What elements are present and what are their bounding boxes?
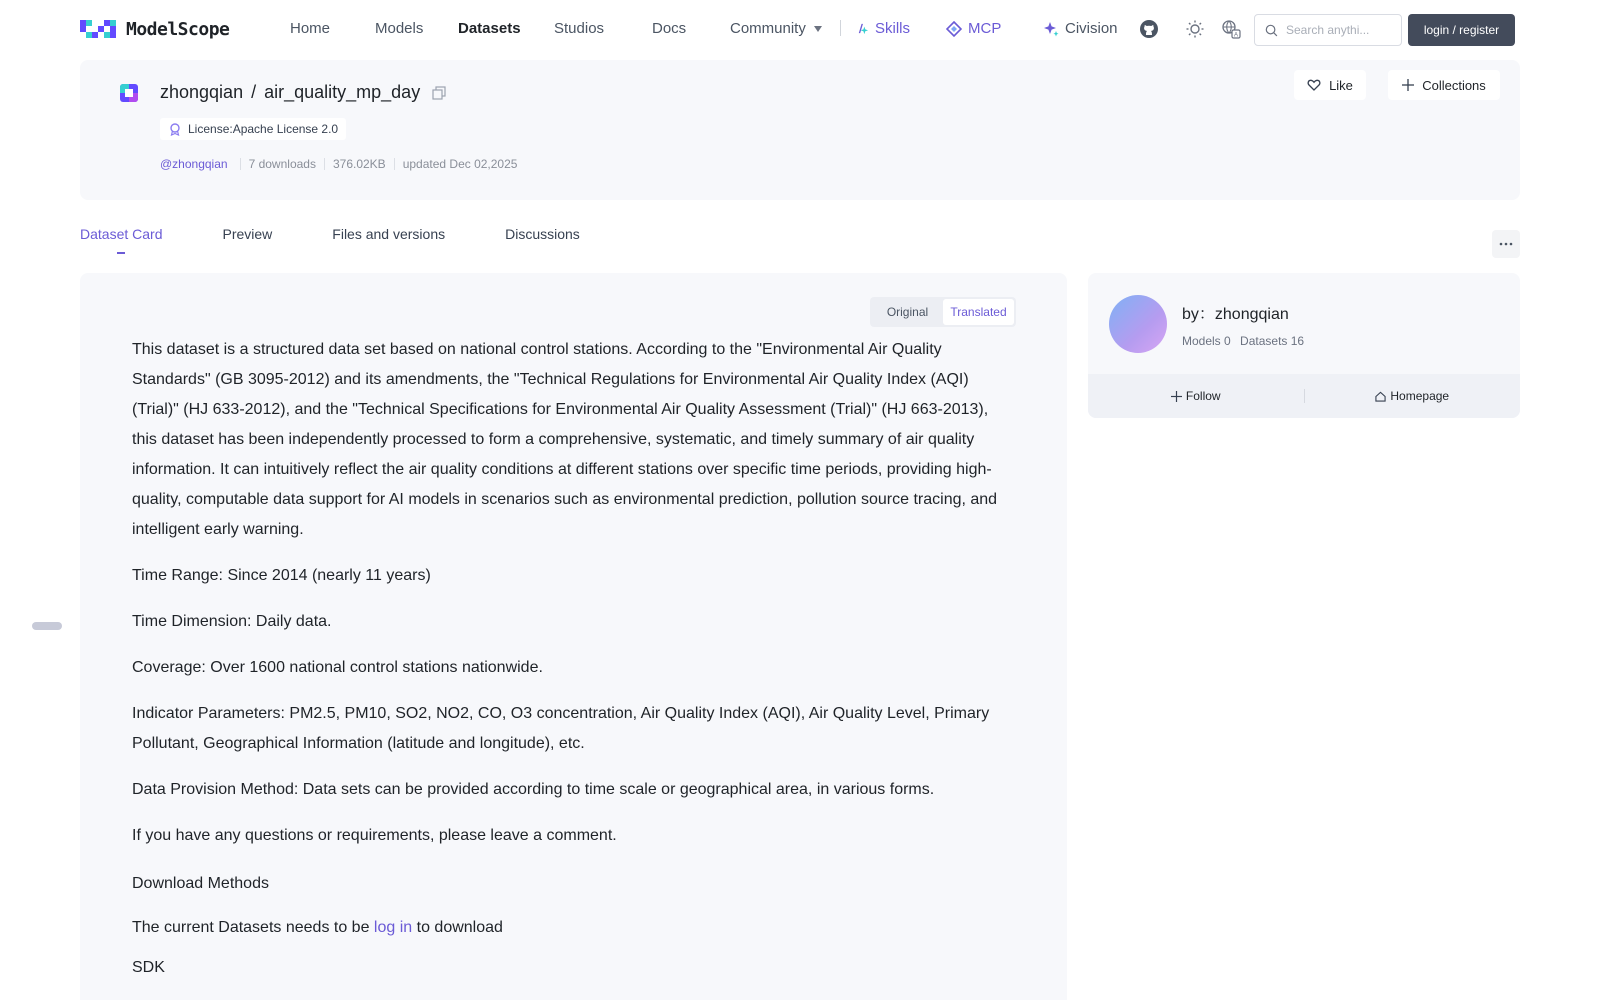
- modelscope-logo[interactable]: [80, 18, 229, 40]
- plus-icon: [1402, 79, 1414, 91]
- dataset-title: [160, 82, 446, 103]
- more-options-button[interactable]: [1492, 230, 1520, 258]
- readme-body: [132, 335, 1012, 999]
- meta-divider: [394, 158, 395, 170]
- dataset-icon: [120, 84, 138, 102]
- nav-mcp[interactable]: [946, 20, 1001, 37]
- sparkle-icon: [1043, 21, 1059, 37]
- author-card: [1088, 273, 1520, 418]
- coverage: Coverage: Over 1600 national control stations nationwide.: [132, 659, 543, 676]
- homepage-button[interactable]: [1305, 389, 1521, 403]
- dataset-size: 376.02KB: [332, 157, 386, 171]
- plus-icon: [1171, 391, 1182, 402]
- tab-dataset-card[interactable]: Dataset Card: [80, 226, 163, 242]
- tab-preview[interactable]: Preview: [222, 226, 273, 242]
- search-icon: [1265, 24, 1278, 37]
- nav-datasets[interactable]: Datasets: [458, 20, 521, 37]
- collections-button[interactable]: [1388, 70, 1500, 100]
- top-navbar: [0, 0, 1600, 58]
- avatar[interactable]: [1109, 295, 1167, 353]
- dataset-header: [80, 60, 1520, 200]
- svg-text:A: A: [1233, 32, 1239, 39]
- logo-text: ModelScope: [126, 18, 230, 40]
- dataset-meta: [160, 157, 517, 171]
- sdk-heading: SDK: [132, 959, 165, 976]
- github-icon[interactable]: [1138, 18, 1160, 40]
- nav-home[interactable]: Home: [290, 20, 331, 37]
- nav-community[interactable]: [730, 20, 822, 37]
- license-label: License:Apache License 2.0: [188, 122, 339, 136]
- author-actions: [1088, 374, 1520, 418]
- provision-method: Data Provision Method: Data sets can be provided according to time scale or geographical area, in various forms.: [132, 781, 935, 798]
- theme-toggle-icon[interactable]: [1184, 18, 1206, 40]
- heart-icon: [1307, 78, 1321, 92]
- owner-link[interactable]: @zhongqian: [160, 157, 228, 171]
- dataset-card-content: [80, 273, 1067, 1000]
- copy-icon[interactable]: [432, 86, 446, 100]
- dataset-owner[interactable]: zhongqian: [160, 82, 244, 102]
- follow-button[interactable]: [1088, 389, 1304, 403]
- home-icon: [1375, 391, 1386, 402]
- license-badge[interactable]: [160, 118, 346, 140]
- like-button[interactable]: [1294, 70, 1366, 100]
- search-box[interactable]: [1254, 14, 1402, 46]
- download-note: [132, 913, 1012, 943]
- download-pre: The current Datasets needs to be: [132, 919, 370, 936]
- tab-files-and-versions[interactable]: Files and versions: [332, 226, 446, 242]
- indicator-parameters: Indicator Parameters: PM2.5, PM10, SO2, NO2, CO, O3 concentration, Air Quality Index (AQI), Air Quality Level, Primary Pollutant, Geographical Information (latitude and longitude), etc.: [132, 705, 990, 752]
- nav-divider: [840, 20, 841, 36]
- search-input[interactable]: [1286, 23, 1390, 37]
- time-range: Time Range: Since 2014 (nearly 11 years): [132, 567, 431, 584]
- nav-community-label: Community: [730, 20, 806, 37]
- downloads-count: 7 downloads: [248, 157, 316, 171]
- download-post: to download: [416, 919, 503, 936]
- datasets-count: Datasets 16: [1240, 334, 1305, 348]
- login-register-button[interactable]: login / register: [1408, 14, 1515, 46]
- sidebar-handle[interactable]: [32, 622, 62, 630]
- nav-skills[interactable]: [856, 20, 910, 37]
- author-name[interactable]: by：zhongqian: [1182, 306, 1289, 323]
- collections-label: Collections: [1422, 77, 1486, 93]
- language-icon[interactable]: [1220, 18, 1242, 40]
- author-stats: [1182, 334, 1304, 348]
- title-slash: /: [251, 82, 257, 102]
- logo-mark-icon: [80, 18, 118, 40]
- mcp-icon: [946, 21, 962, 37]
- follow-label: Follow: [1185, 389, 1221, 403]
- nav-skills-label: Skills: [875, 20, 911, 37]
- meta-divider: [324, 158, 325, 170]
- more-icon: [1499, 242, 1513, 246]
- dataset-name: air_quality_mp_day: [264, 82, 421, 102]
- chevron-down-icon: [814, 26, 822, 32]
- nav-civision-label: Civision: [1065, 20, 1118, 37]
- nav-docs[interactable]: Docs: [652, 20, 687, 37]
- like-label: Like: [1329, 77, 1353, 93]
- homepage-label: Homepage: [1390, 389, 1450, 403]
- tab-discussions[interactable]: Discussions: [505, 226, 580, 242]
- contact-note: If you have any questions or requirements, please leave a comment.: [132, 827, 617, 844]
- meta-divider: [240, 158, 241, 170]
- models-count: Models 0: [1182, 334, 1231, 348]
- license-icon: [168, 122, 182, 136]
- nav-civision[interactable]: [1043, 20, 1118, 37]
- time-dimension: Time Dimension: Daily data.: [132, 613, 332, 630]
- language-toggle: [870, 297, 1016, 327]
- nav-models[interactable]: Models: [375, 20, 424, 37]
- download-heading: Download Methods: [132, 875, 269, 892]
- toggle-original[interactable]: Original: [886, 305, 929, 319]
- dataset-tabs: [80, 226, 640, 242]
- toggle-translated[interactable]: Translated: [943, 299, 1014, 325]
- skills-icon: [856, 22, 869, 35]
- updated-date: updated Dec 02,2025: [402, 157, 518, 171]
- nav-studios[interactable]: Studios: [554, 20, 605, 37]
- login-link[interactable]: log in: [373, 919, 413, 936]
- intro-paragraph: This dataset is a structured data set based on national control stations. According to the "Environmental Air Quality Standards" (GB 3095-2012) and its amendments, the "Technical Regulations for Environmental Air Quality Index (AQI) (Trial)" (HJ 633-2012), and the "Technical Specifications for Environmental Air Quality Assessment (Trial)" (HJ 663-2013), this dataset has been independently processed to form a comprehensive, systematic, and timely summary of air quality information. It can intuitively reflect the air quality conditions at different stations over specific time periods, providing high-quality, computable data support for AI models in scenarios such as environmental prediction, pollution source tracing, and intelligent early warning.: [132, 341, 998, 538]
- nav-mcp-label: MCP: [968, 20, 1002, 37]
